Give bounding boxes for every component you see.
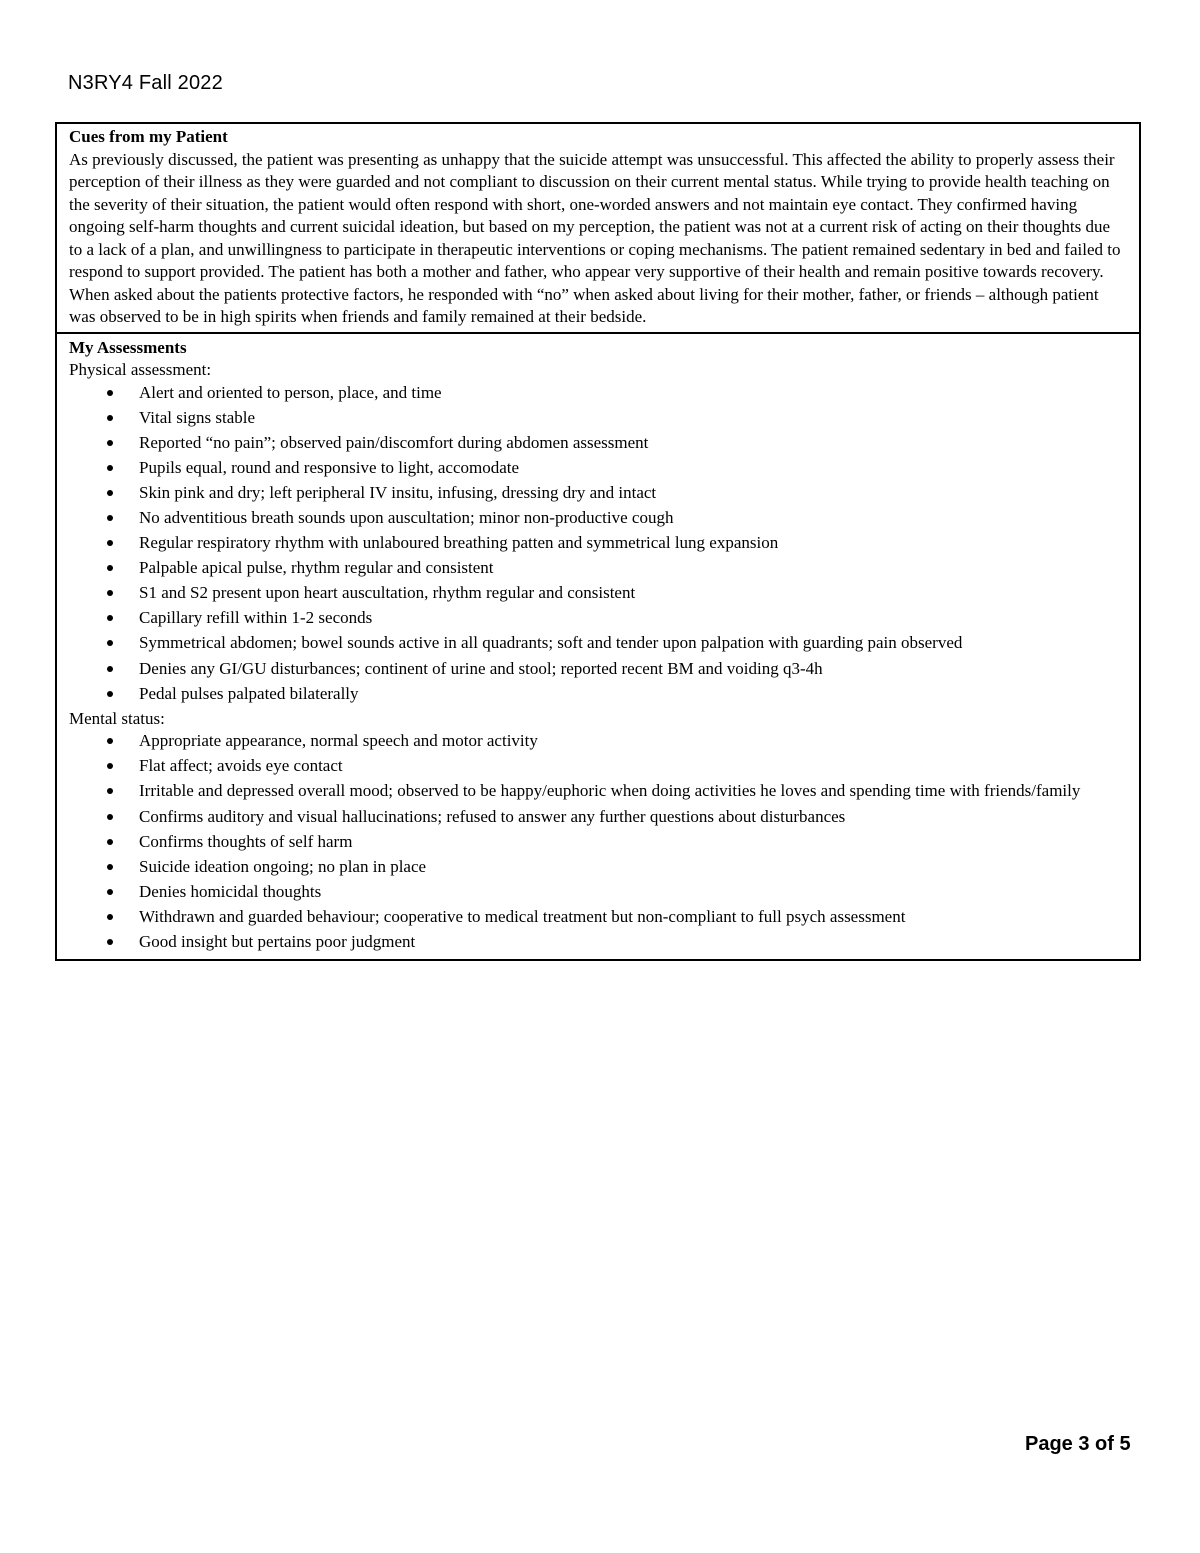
bullet-icon: [107, 440, 113, 446]
list-item-text: S1 and S2 present upon heart auscultation, rhythm regular and consistent: [139, 583, 636, 603]
bullet-icon: [107, 465, 113, 471]
bullet-icon: [107, 738, 113, 744]
list-item: [69, 683, 1127, 707]
document-header: N3RY4 Fall 2022: [68, 72, 223, 94]
list-item-text: No adventitious breath sounds upon auscultation; minor non-productive cough: [139, 507, 674, 527]
list-item-text: Vital signs stable: [139, 407, 256, 427]
list-item-text: Reported “no pain”; observed pain/discomfort during abdomen assessment: [139, 432, 649, 452]
bullet-icon: [107, 814, 113, 820]
bullet-icon: [107, 666, 113, 672]
list-item-text: Withdrawn and guarded behaviour; cooperative to medical treatment but non-compliant to full psych assessment: [139, 906, 906, 926]
list-item: [69, 906, 1127, 930]
list-item: [69, 582, 1127, 606]
list-item-text: Suicide ideation ongoing; no plan in place: [139, 856, 427, 876]
bullet-icon: [107, 839, 113, 845]
list-item: [69, 407, 1127, 431]
bullet-icon: [107, 540, 113, 546]
bullet-icon: [107, 590, 113, 596]
list-item: [69, 382, 1127, 406]
list-item-text: Capillary refill within 1-2 seconds: [139, 608, 373, 628]
list-item: [69, 658, 1127, 682]
list-item: [69, 632, 1127, 656]
list-item-text: Pedal pulses palpated bilaterally: [139, 683, 359, 703]
bullet-icon: [107, 864, 113, 870]
bullet-icon: [107, 763, 113, 769]
assessments-section: [57, 332, 1139, 960]
list-item-text: Denies any GI/GU disturbances; continent of urine and stool; reported recent BM and voiding q3-4h: [139, 658, 823, 678]
bullet-icon: [107, 691, 113, 697]
cues-paragraph: As previously discussed, the patient was presenting as unhappy that the suicide attempt was unsuccessful. This affected the ability to properly assess their perception of their illness as they were guarded and not compliant to discussion on their current mental status. While trying to provide health teaching on the severity of their situation, the patient would often respond with short, one-worded answers and not maintain eye contact. They confirmed having ongoing self-harm thoughts and current suicidal ideation, but based on my perception, the patient was not at a current risk of acting on their thoughts due to a lack of a plan, and unwillingness to participate in therapeutic interventions or coping mechanisms. The patient remained sedentary in bed and failed to respond to support provided. The patient has both a mother and father, who appear very supportive of their health and remain positive towards recovery. When asked about the patients protective factors, he responded with “no” when asked about living for their mother, father, or friends – although patient was observed to be in high spirits when friends and family remained at their bedside.: [69, 149, 1121, 326]
mental-status-label: Mental status:: [69, 708, 165, 728]
list-item-text: Confirms auditory and visual hallucinations; refused to answer any further questions about disturbances: [139, 806, 846, 826]
list-item: [69, 507, 1127, 531]
list-item: [69, 457, 1127, 481]
page-number: Page 3 of 5: [1025, 1433, 1131, 1455]
list-item: [69, 881, 1127, 905]
list-item: [69, 730, 1127, 754]
list-item: [69, 856, 1127, 880]
list-item: [69, 931, 1127, 955]
list-item-text: Denies homicidal thoughts: [139, 881, 322, 901]
list-item: [69, 831, 1127, 855]
list-item: [69, 557, 1127, 581]
physical-assessment-label: Physical assessment:: [69, 360, 212, 379]
list-item-text: Flat affect; avoids eye contact: [139, 756, 343, 776]
care-plan-table: [55, 122, 1141, 961]
bullet-icon: [107, 889, 113, 895]
cues-section: [57, 124, 1139, 332]
list-item: [69, 532, 1127, 556]
bullet-icon: [107, 515, 113, 521]
assessments-title: My Assessments: [69, 337, 187, 357]
bullet-icon: [107, 640, 113, 646]
mental-status-list: [69, 730, 1127, 954]
list-item: [69, 432, 1127, 456]
bullet-icon: [107, 490, 113, 496]
bullet-icon: [107, 788, 113, 794]
list-item: [69, 806, 1127, 830]
bullet-icon: [107, 939, 113, 945]
cues-title: Cues from my Patient: [69, 127, 228, 146]
list-item-text: Good insight but pertains poor judgment: [139, 931, 416, 951]
bullet-icon: [107, 914, 113, 920]
list-item-text: Alert and oriented to person, place, and time: [139, 382, 442, 402]
list-item-text: Symmetrical abdomen; bowel sounds active in all quadrants; soft and tender upon palpation with guarding pain observed: [139, 633, 963, 653]
list-item: [69, 755, 1127, 779]
list-item-text: Skin pink and dry; left peripheral IV insitu, infusing, dressing dry and intact: [139, 482, 657, 502]
list-item-text: Palpable apical pulse, rhythm regular and consistent: [139, 558, 494, 578]
list-item-text: Regular respiratory rhythm with unlaboured breathing patten and symmetrical lung expansion: [139, 533, 779, 553]
list-item: [69, 607, 1127, 631]
list-item: [69, 482, 1127, 506]
bullet-icon: [107, 390, 113, 396]
bullet-icon: [107, 565, 113, 571]
list-item-text: Pupils equal, round and responsive to light, accomodate: [139, 457, 520, 477]
list-item-text: Irritable and depressed overall mood; observed to be happy/euphoric when doing activities he loves and spending time with friends/family: [139, 781, 1081, 801]
bullet-icon: [107, 415, 113, 421]
physical-assessment-list: [69, 382, 1127, 707]
list-item: [69, 780, 1127, 804]
bullet-icon: [107, 615, 113, 621]
list-item-text: Appropriate appearance, normal speech and motor activity: [139, 731, 538, 751]
list-item-text: Confirms thoughts of self harm: [139, 831, 353, 851]
